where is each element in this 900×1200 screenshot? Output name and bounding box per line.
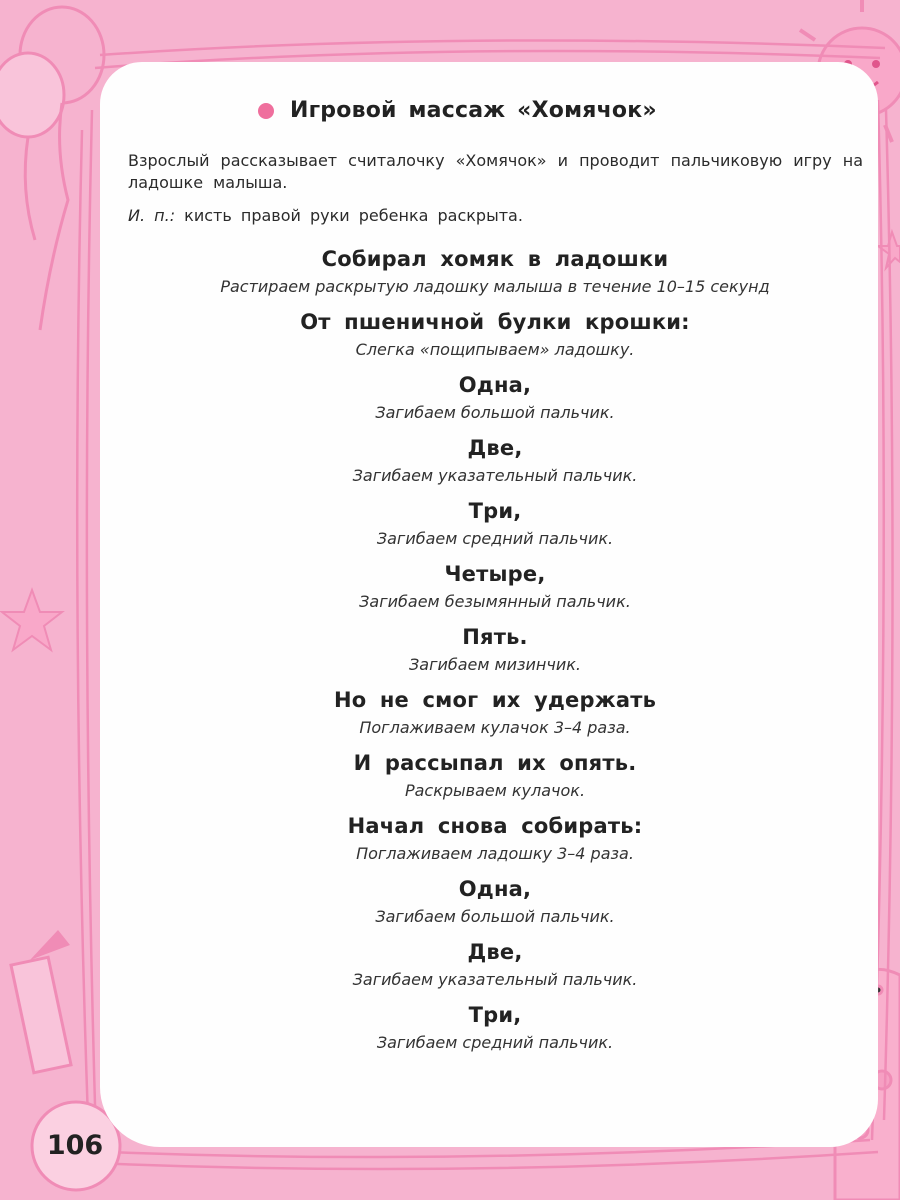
rhyme-stanzas (120, 244, 870, 1063)
start-position (128, 206, 523, 225)
rhyme-line: Начал снова собирать: (347, 814, 643, 838)
stanza (120, 622, 870, 685)
instruction-note: Загибаем указательный пальчик. (352, 970, 638, 989)
stanza (120, 937, 870, 1000)
rhyme-line: От пшеничной булки крошки: (300, 310, 690, 334)
stanza (120, 307, 870, 370)
stanza (120, 496, 870, 559)
rhyme-line: Но не смог их удержать (333, 688, 657, 712)
stanza (120, 685, 870, 748)
instruction-note: Загибаем безымянный пальчик. (359, 592, 631, 611)
rhyme-line: Одна, (458, 877, 532, 901)
start-position-text: кисть правой руки ребенка раскрыта. (184, 206, 523, 225)
stanza (120, 811, 870, 874)
section-heading (258, 98, 657, 123)
start-position-label: И. п.: (128, 206, 176, 225)
rhyme-line: Две, (467, 940, 523, 964)
rhyme-line: Собирал хомяк в ладошки (321, 247, 669, 271)
stanza (120, 874, 870, 937)
rhyme-line: Четыре, (444, 562, 546, 586)
stanza (120, 1000, 870, 1063)
instruction-note: Поглаживаем кулачок 3–4 раза. (359, 718, 631, 737)
instruction-note: Загибаем указательный пальчик. (352, 466, 638, 485)
instruction-note: Растираем раскрытую ладошку малыша в течение 10–15 секунд (220, 277, 770, 296)
bullet-icon (258, 103, 274, 119)
stanza (120, 244, 870, 307)
stanza (120, 433, 870, 496)
instruction-note: Загибаем большой пальчик. (375, 907, 615, 926)
page-number: 106 (46, 1130, 104, 1161)
rhyme-line: Три, (468, 499, 522, 523)
rhyme-line: Одна, (458, 373, 532, 397)
stanza (120, 748, 870, 811)
rhyme-line: Три, (468, 1003, 522, 1027)
instruction-note: Загибаем средний пальчик. (376, 1033, 614, 1052)
instruction-note: Поглаживаем ладошку 3–4 раза. (356, 844, 634, 863)
rhyme-line: Две, (467, 436, 523, 460)
instruction-note: Раскрываем кулачок. (404, 781, 586, 800)
instruction-note: Загибаем средний пальчик. (376, 529, 614, 548)
instruction-note: Слегка «пощипываем» ладошку. (355, 340, 635, 359)
instruction-note: Загибаем большой пальчик. (375, 403, 615, 422)
rhyme-line: Пять. (462, 625, 528, 649)
page-title: Игровой массаж «Хомячок» (290, 98, 657, 123)
intro-paragraph: Взрослый рассказывает считалочку «Хомячок» и проводит пальчиковую игру на ладошке малыша. (128, 151, 863, 192)
stanza (120, 370, 870, 433)
stanza (120, 559, 870, 622)
rhyme-line: И рассыпал их опять. (353, 751, 637, 775)
instruction-note: Загибаем мизинчик. (409, 655, 581, 674)
